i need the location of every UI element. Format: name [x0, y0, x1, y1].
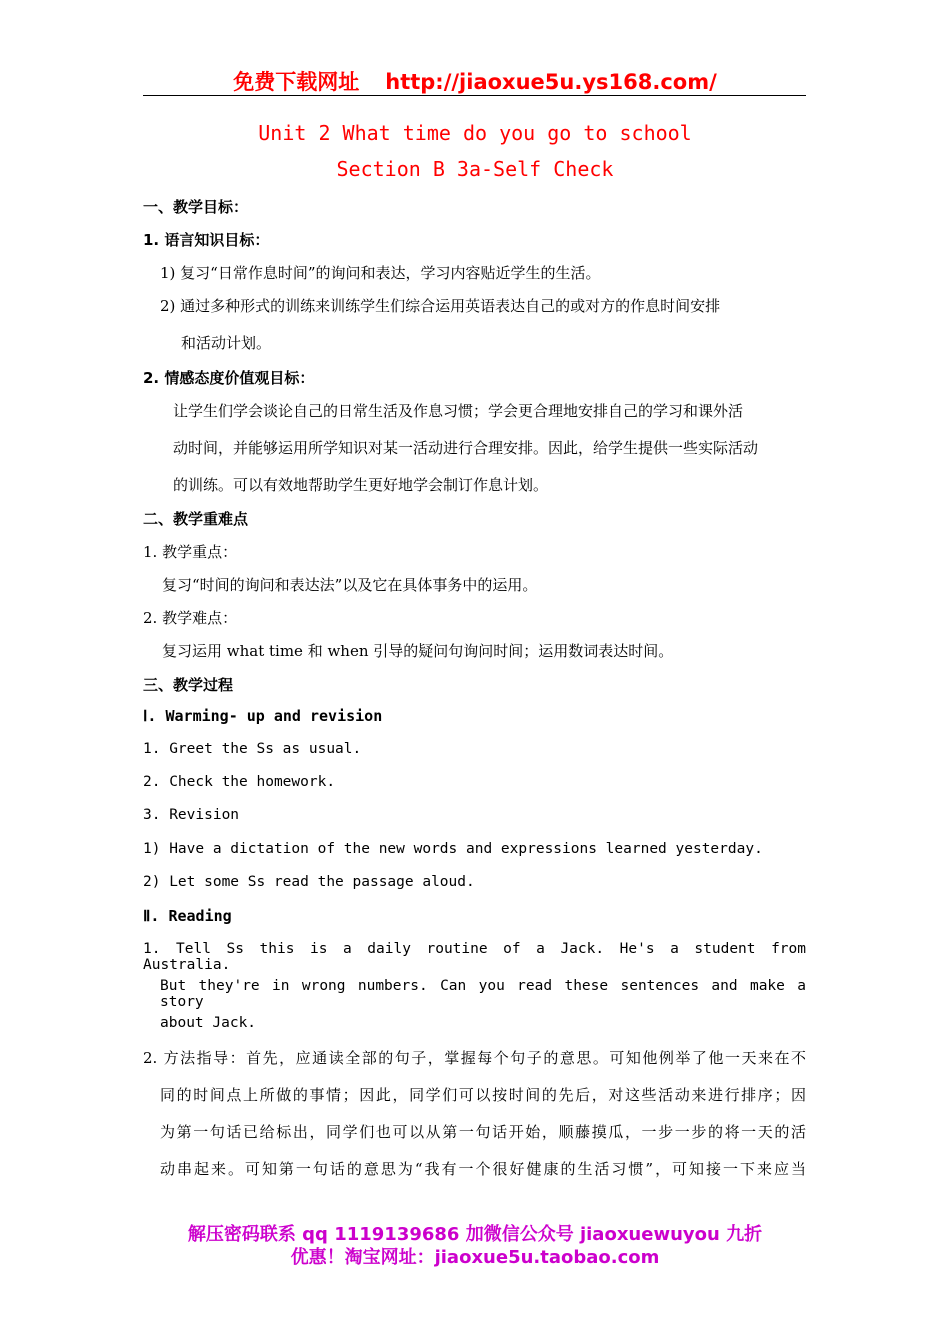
footer-line1: 解压密码联系 qq 1119139686 加微信公众号 jiaoxuewuyou 九折: [187, 1224, 763, 1245]
section1-item1: 1) 复习“日常作息时间”的询问和表达，学习内容贴近学生的生活。: [160, 264, 601, 282]
section1-item2-line1: 2) 通过多种形式的训练来训练学生们综合运用英语表达自己的或对方的作息时间安排: [160, 297, 721, 315]
section2-point2-text: 复习运用 what time 和 when 引导的疑问句询问时间；运用数词表达时间。: [162, 642, 674, 660]
warmup-step3: 3. Revision: [143, 807, 240, 823]
page-header: [0, 66, 950, 96]
section1-para-line2: 动时间，并能够运用所学知识对某一活动进行合理安排。因此，给学生提供一些实际活动: [173, 439, 759, 457]
reading2-line1: 2. 方法指导：首先，应通读全部的句子，掌握每个句子的意思。可知他例举了他一天来在不: [143, 1049, 806, 1067]
section3-heading: 三、教学过程: [143, 676, 234, 694]
part2-heading: Ⅱ. Reading: [143, 907, 232, 925]
revision-item2: 2) Let some Ss read the passage aloud.: [143, 874, 475, 890]
reading1-line3: about Jack.: [160, 1015, 257, 1031]
section2-heading: 二、教学重难点: [143, 510, 249, 528]
reading2-line3: 为第一句话已给标出，同学们也可以从第一句话开始，顺藤摸瓜，一步一步的将一天的活: [160, 1123, 806, 1141]
header-label: 免费下载网址: [233, 70, 360, 94]
footer-line2: 优惠！淘宝网址：jiaoxue5u.taobao.com: [290, 1247, 660, 1268]
reading2-line4: 动串起来。可知第一句话的意思为“我有一个很好健康的生活习惯”，可知接一下来应当: [160, 1160, 806, 1178]
warmup-step2: 2. Check the homework.: [143, 774, 336, 790]
section1-para-line1: 让学生们学会谈论自己的日常生活及作息习惯；学会更合理地安排自己的学习和课外活: [173, 402, 744, 420]
section2-point1-label: 1. 教学重点：: [143, 543, 238, 561]
reading2-line2: 同的时间点上所做的事情；因此，同学们可以按时间的先后，对这些活动来进行排序；因: [160, 1086, 806, 1104]
reading1-line2: But they're in wrong numbers. Can you read these sentences and make a story: [160, 978, 806, 1010]
part1-heading: Ⅰ. Warming- up and revision: [143, 707, 383, 725]
section1-heading: 一、教学目标：: [143, 198, 249, 216]
section1-item2-line2: 和活动计划。: [181, 334, 272, 352]
header-rule: [143, 95, 806, 96]
section2-point2-label: 2. 教学难点：: [143, 609, 238, 627]
revision-item1: 1) Have a dictation of the new words and expressions learned yesterday.: [143, 841, 763, 857]
warmup-step1: 1. Greet the Ss as usual.: [143, 741, 362, 757]
section1-para-line3: 的训练。可以有效地帮助学生更好地学会制订作息计划。: [173, 476, 549, 494]
reading1-line1: 1. Tell Ss this is a daily routine of a Jack. He's a student from Australia.: [143, 941, 806, 973]
section1-sub1: 1. 语言知识目标：: [143, 231, 270, 249]
section1-sub2: 2. 情感态度价值观目标：: [143, 369, 315, 387]
section2-point1-text: 复习“时间的询问和表达法”以及它在具体事务中的运用。: [162, 576, 538, 594]
header-url-link[interactable]: http://jiaoxue5u.ys168.com/: [385, 70, 717, 94]
doc-title: Unit 2 What time do you go to school: [258, 121, 692, 145]
doc-subtitle: Section B 3a-Self Check: [336, 157, 614, 181]
